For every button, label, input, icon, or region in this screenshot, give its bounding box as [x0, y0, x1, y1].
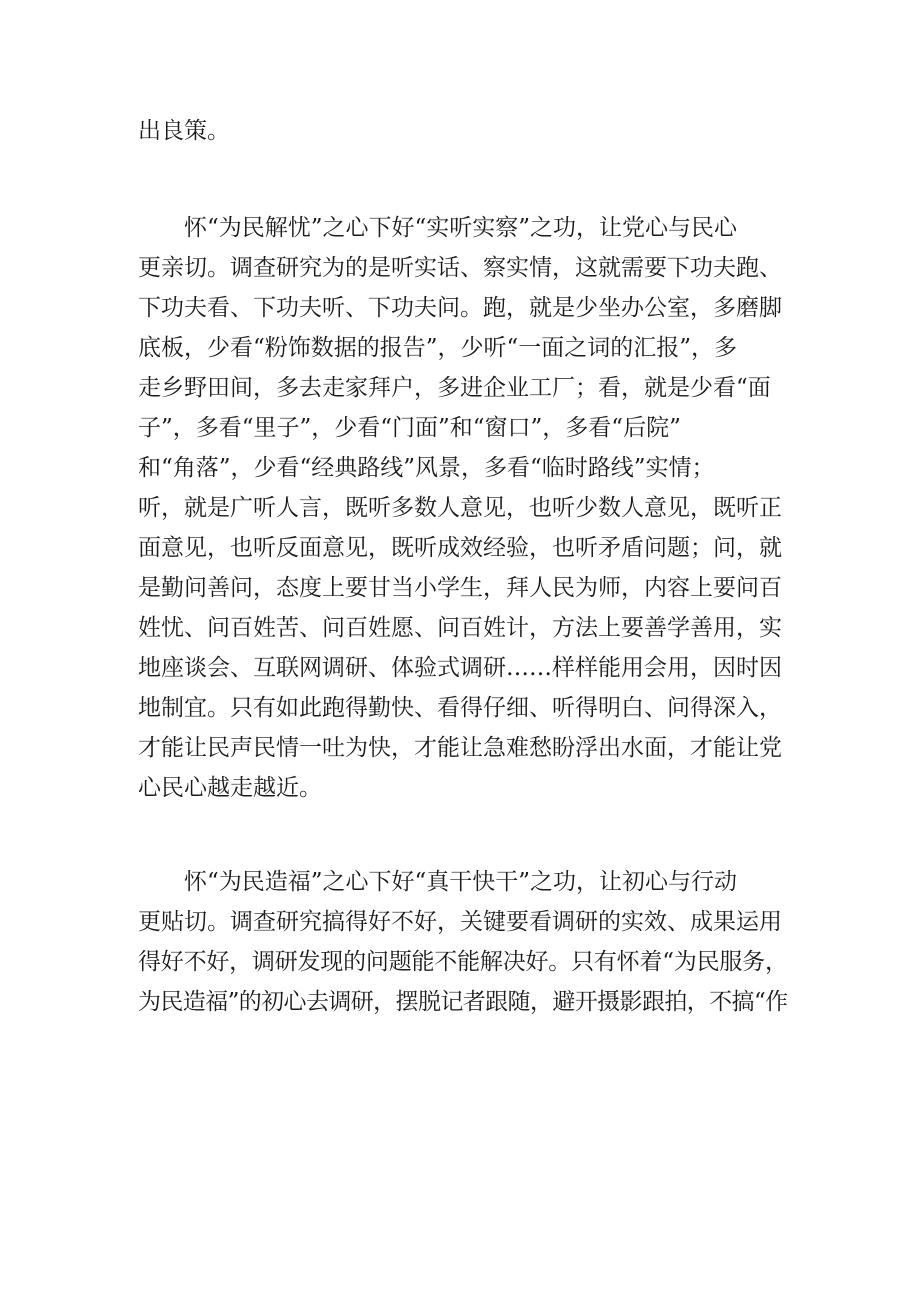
- text-line: 姓忧、问百姓苦、问百姓愿、问百姓计，方法上要善学善用，实: [138, 615, 782, 641]
- text-line: 出良策。: [138, 118, 230, 144]
- text-line: 和“角落”，少看“经典路线”风景，多看“临时路线”实情；: [138, 455, 715, 481]
- text-line: 子”，多看“里子”，少看“门面”和“窗口”，多看“后院”: [138, 415, 681, 441]
- text-line: 为民造福”的初心去调研，摆脱记者跟随，避开摄影跟拍，不搞“作: [138, 989, 788, 1015]
- text-line: 更亲切。调查研究为的是听实话、察实情，这就需要下功夫跑、: [138, 255, 782, 281]
- text-line: 心民心越走越近。: [138, 775, 322, 801]
- text-line: 面意见，也听反面意见，既听成效经验，也听矛盾问题；问，就: [138, 535, 782, 561]
- text-line: 听，就是广听人言，既听多数人意见，也听少数人意见，既听正: [138, 495, 782, 521]
- text-line: 地制宜。只有如此跑得勤快、看得仔细、听得明白、问得深入，: [138, 695, 782, 721]
- paragraph-first-line: 怀“为民造福”之心下好“真干快干”之功，让初心与行动: [184, 869, 738, 895]
- text-line: 下功夫看、下功夫听、下功夫问。跑，就是少坐办公室，多磨脚: [138, 295, 782, 321]
- text-line: 更贴切。调查研究搞得好不好，关键要看调研的实效、成果运用: [138, 909, 782, 935]
- text-line: 才能让民声民情一吐为快，才能让急难愁盼浮出水面，才能让党: [138, 735, 782, 761]
- text-line: 走乡野田间，多去走家拜户，多进企业工厂；看，就是少看“面: [138, 375, 771, 401]
- text-line: 是勤问善问，态度上要甘当小学生，拜人民为师，内容上要问百: [138, 575, 782, 601]
- paragraph-first-line: 怀“为民解忧”之心下好“实听实察”之功，让党心与民心: [184, 215, 738, 241]
- text-line: 得好不好，调研发现的问题能不能解决好。只有怀着“为民服务，: [138, 949, 788, 975]
- text-line: 底板，少看“粉饰数据的报告”，少听“一面之词的汇报”，多: [138, 335, 738, 361]
- text-line: 地座谈会、互联网调研、体验式调研……样样能用会用，因时因: [138, 655, 782, 681]
